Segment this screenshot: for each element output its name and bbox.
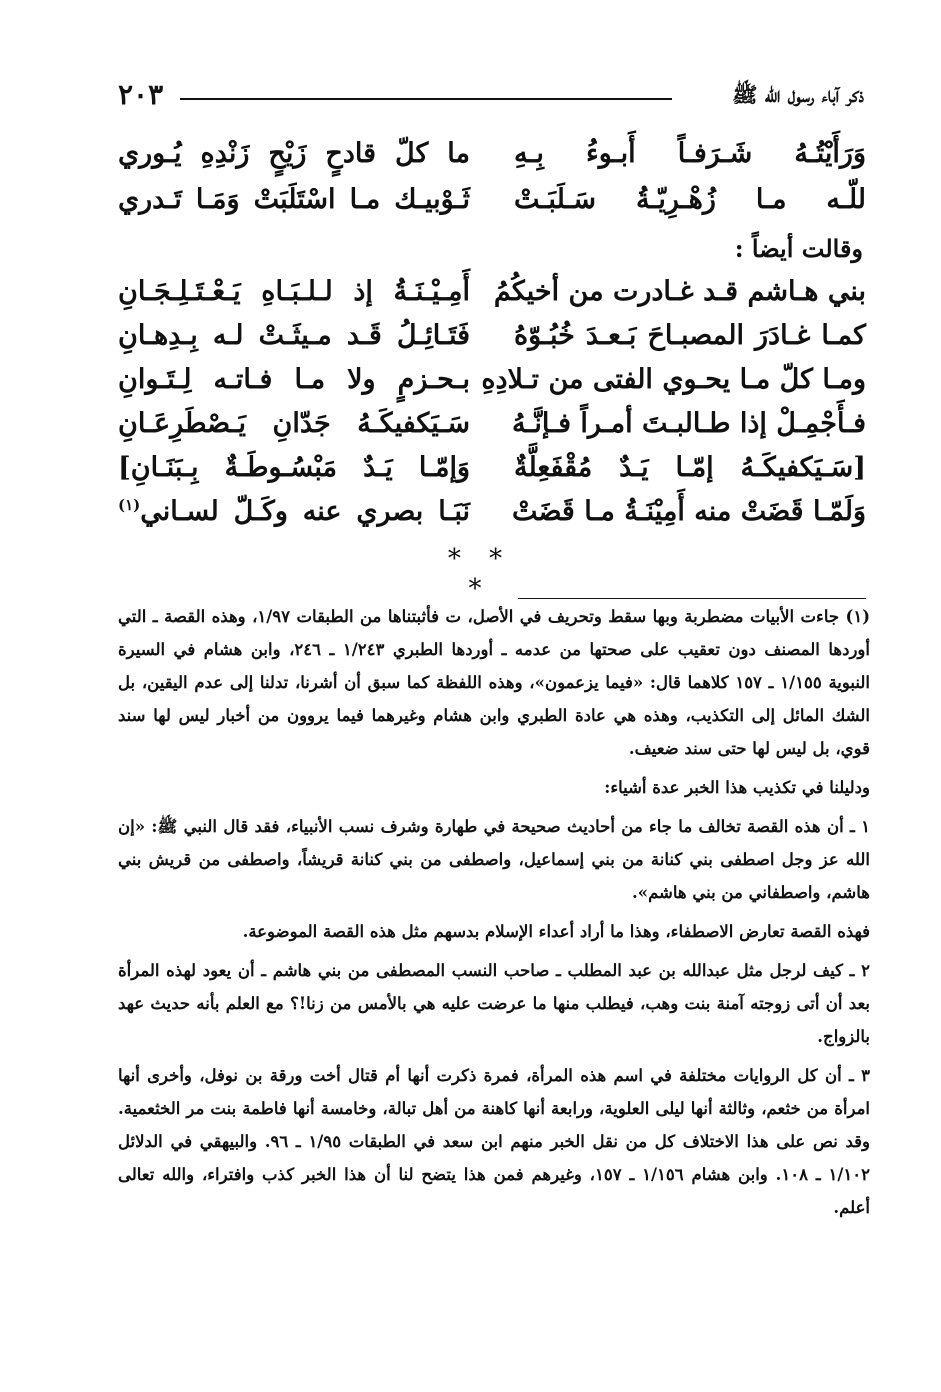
- poem-verse: [118, 320, 866, 364]
- verse-first-hemistich: وَرَأَيْتُـهُ شَـرَفـاً أَبـوءُ بِـهِ: [514, 138, 866, 169]
- verse-first-hemistich: للّـه مـا زُهْـرِيّـةُ سَـلَبَـتْ: [514, 184, 866, 215]
- evidence-point-2: ٢ ـ كيف لرجل مثل عبدالله بن عبد المطلب ـ صاحب النسب المصطفى من بني هاشم ـ أن يعود لهذه المرأة بعد أن أتى زوجته آمنة بنت وهب، فيطلب منها ما عرضت عليه هي بالأمس من زنا!؟ مع العلم بأنه حديث عهد بالزواج.: [118, 961, 870, 1046]
- evidence-point-1-conclusion: فهذه القصة تعارض الاصطفاء، وهذا ما أراد أعداء الإسلام بدسهم مثل هذه القصة الموضوعة.: [242, 922, 870, 941]
- poem-verse: [118, 364, 866, 408]
- verse-second-hemistich: وَإمّـا يَـدٌ مَبْسُـوطَـةٌ بِـبَنَـانِ]: [118, 452, 470, 483]
- verse-second-hemistich: سَـيَكفيكَـهُ جَدّانِ يَـصْطَرِعَـانِ: [118, 408, 470, 439]
- verse-first-hemistich: كمـا غـادَرَ المصبـاحَ بَـعـدَ خُبُـوّهُ: [514, 320, 866, 351]
- verse-second-hemistich: ما كلّ قادحٍ زَيْحٍ زَنْدِهِ يُـوري: [118, 138, 470, 169]
- verse-second-hemistich: [118, 496, 470, 527]
- poem-verse: [118, 138, 866, 182]
- section-separator: * * *: [447, 544, 513, 604]
- verse-second-hemistich: أَمِـيْـنَـةُ إذ لـلـبَـاهِ يَـعْـتَـلِـجَـانِ: [118, 276, 470, 307]
- verse-second-hemistich: ثَـوْبيـك مـا اسْتَلَبَتْ وَمَـا تَـدري: [118, 184, 470, 215]
- poem-verse: [118, 452, 866, 496]
- verse-first-hemistich: [سَـيَكفيكَـهُ إمّـا يَـدٌ مُقْفَعِلَّةٌ: [514, 452, 866, 483]
- evidence-intro: ودليلنا في تكذيب هذا الخبر عدة أشياء:: [604, 778, 870, 797]
- page-number: ٢٠٣: [118, 78, 164, 111]
- footnote-rule: [518, 598, 866, 599]
- verse-first-hemistich: بني هـاشم قـد غـادرت من أخيكُمُ: [493, 276, 866, 307]
- verse-second-hemistich: بـحـزمٍ ولا مـا فـاتـه لِـتَـوانِ: [118, 364, 470, 395]
- footnote-text: (١) جاءت الأبيات مضطربة وبها سقط وتحريف في الأصل، ت فأثبتناها من الطبقات ١/٩٧، وهذه القصة ـ التي أوردها المصنف دون تعقيب على صحتها من عدمه ـ أوردها الطبري ١/٢٤٣ ـ ٢٤٦، وابن هشام في السيرة النبوية ١/١٥٥ ـ ١٥٧ كلاهما قال: «فيما يزعمون»، وهذه اللفظة كما سبق أن أشرنا، تدلنا إلى عدم اليقين، بل الشك المائل إلى التكذيب، وهذه هي عادة الطبري وابن هشام وغيرهما فيما يروون من أخبار ليس لها سند قوي، بل ليس لها حتى سند ضعيف.: [118, 607, 870, 758]
- header-rule: [180, 98, 672, 100]
- verse-text: نَبَـا بصري عنه وكَـلّ لسـاني: [140, 496, 470, 527]
- verse-second-hemistich: فَتَـائِـلُ قَـد مـيثَـتْ لـه بِـدِهـانِ: [118, 320, 470, 351]
- footnote-marker: (١): [118, 496, 141, 514]
- verse-intro: وقالت أيضاً :: [734, 234, 863, 263]
- evidence-point-3: ٣ ـ أن كل الروايات مختلفة في اسم هذه المرأة، فمرة ذكرت أنها أم قتال أخت ورقة بن نوفل، وأخرى أنها امرأة من خثعم، وثالثة أنها ليلى العلوية، ورابعة أنها كاهنة من أهل تبالة، وخامسة أنها فاطمة بنت مر الخثعمية. وقد نص على هذا الاختلاف كل من نقل الخبر منهم ابن سعد في الطبقات ١/٩٥ ـ ٩٦. والبيهقي في الدلائل ١/١٠٢ ـ ١٠٨. وابن هشام ١/١٥٦ ـ ١٥٧، وغيرهم فمن هذا يتضح لنا أن هذا الخبر كذب وافتراء، والله تعالى أعلم.: [118, 1066, 870, 1217]
- verse-first-hemistich: ومـا كلّ مـا يحـوي الفتى من تـلادِهِ: [481, 364, 866, 395]
- running-title: ذكر آباء رسول الله ﷺ: [732, 82, 864, 107]
- page-header: [118, 78, 864, 116]
- poem-verse: [118, 184, 866, 228]
- verse-first-hemistich: وَلَمّـا قَضَتْ منه أَمِيْنَـةُ مـا قَضَتْ: [511, 496, 866, 527]
- poem-verse: [118, 408, 866, 452]
- poem-verse: [118, 496, 866, 540]
- footnotes: [118, 600, 870, 1224]
- poem-verse: [118, 276, 866, 320]
- verse-first-hemistich: فـأَجْمِـلْ إذا طـالبـتَ أمـراً فـإنَّـهُ: [512, 408, 866, 439]
- evidence-point-1: ١ ـ أن هذه القصة تخالف ما جاء من أحاديث صحيحة في طهارة وشرف نسب الأنبياء، فقد قال النبي ﷺ: «إن الله عز وجل اصطفى بني كنانة من بني إسماعيل، واصطفى من بني كنانة قريشاً، واصطفى من قريش بني هاشم، واصطفاني من بني هاشم».: [118, 817, 870, 902]
